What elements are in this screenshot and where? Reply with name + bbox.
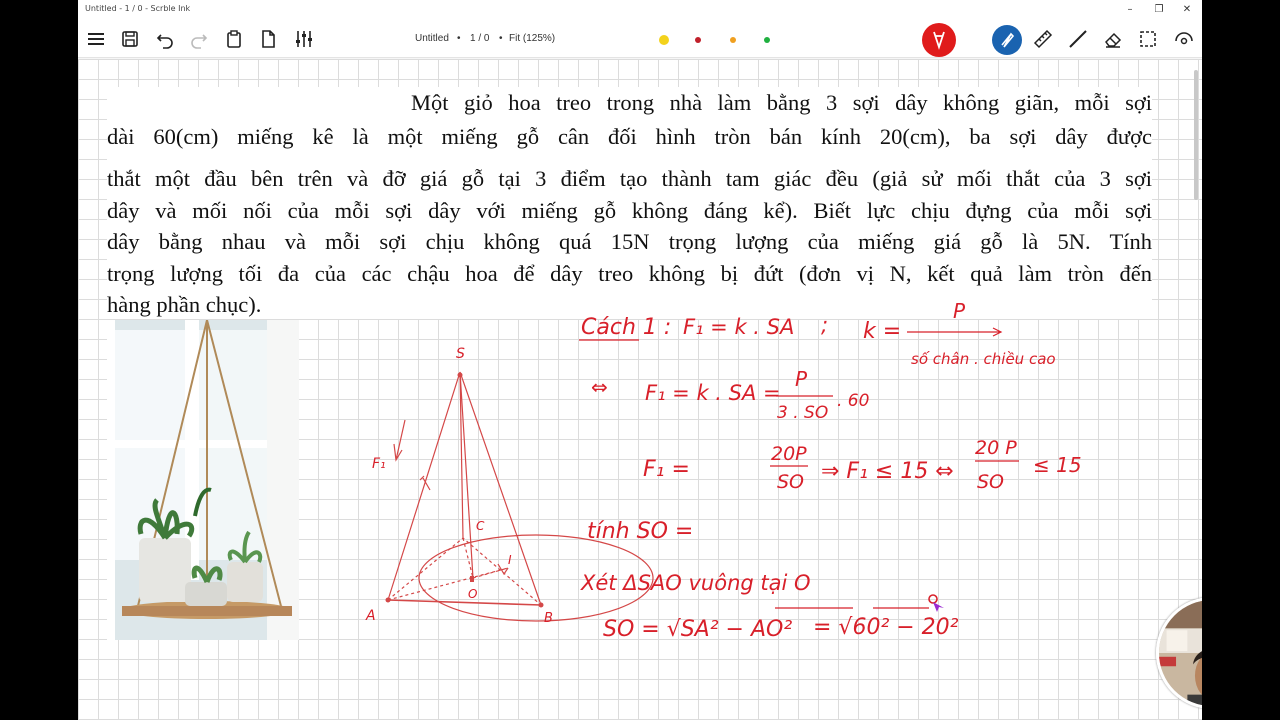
settings-sliders-icon[interactable] [291, 26, 317, 52]
restore-button[interactable]: ❐ [1154, 4, 1164, 15]
solution-right-triangle: Xét ΔSAO vuông tại O [581, 571, 811, 595]
redo-icon[interactable] [186, 26, 212, 52]
handwritten-solution [573, 290, 1133, 650]
toolbar [78, 20, 1202, 58]
separator: • [499, 33, 503, 44]
solution-le-15: ≤ 15 [1033, 453, 1082, 477]
label-I: I [508, 553, 512, 567]
problem-line: dây và mối nối của mỗi sợi dây với miếng gỗ không đáng kể). Biết lực chịu đựng của mỗi sợi [107, 198, 1152, 223]
solution-f1-eq: F₁ = [643, 457, 690, 482]
solution-k-denominator: số chân . chiều cao [911, 350, 1056, 368]
separator: • [457, 33, 461, 44]
problem-line: thắt một đầu bên trên và đỡ giá gỗ tại 3 điểm tạo thành tam giác đều (giả sử mối thắt của 3 sợi [107, 166, 1152, 191]
solution-force-sub: F₁ = k . SA = [645, 381, 781, 405]
solution-k-def: k = [863, 319, 902, 344]
solution-times-60: . 60 [837, 391, 870, 411]
solution-find-so: tính SO = [587, 519, 694, 544]
problem-line: dài 60(cm) miếng kê là một miếng gỗ cân đối hình tròn bán kính 20(cm), ba sợi dây được [107, 124, 1152, 149]
title-bar [78, 0, 1202, 20]
menu-icon[interactable] [83, 26, 109, 52]
pen-color-yellow[interactable] [659, 35, 669, 45]
solution-20p: 20P [771, 443, 807, 465]
solution-p-numerator: P [795, 367, 808, 391]
solution-20p-2: 20 P [975, 437, 1017, 459]
solution-so-pythagoras: SO = √SA² − AO² [603, 617, 793, 642]
solution-semicolon: ; [821, 313, 829, 337]
problem-line: Một giỏ hoa treo trong nhà làm bằng 3 sợi dây không giãn, mỗi sợi [411, 90, 1152, 115]
solution-force-formula: F₁ = k . SA [683, 315, 795, 339]
page-counter[interactable]: 1 / 0 [470, 33, 490, 44]
label-F1: F₁ [372, 456, 386, 472]
pen-color-orange[interactable] [730, 37, 736, 43]
label-C: C [476, 519, 485, 533]
line-tool-icon[interactable] [1065, 26, 1091, 52]
eraser-icon[interactable] [1100, 26, 1126, 52]
label-O: O [468, 587, 478, 601]
solution-p-denominator: 3 . SO [777, 403, 829, 423]
label-A: A [366, 608, 376, 624]
ruler-icon[interactable] [1030, 26, 1056, 52]
presentation-mode-icon[interactable] [1171, 26, 1197, 52]
lasso-select-icon[interactable] [1135, 26, 1161, 52]
solution-so-numeric: = √60² − 20² [813, 615, 959, 640]
close-button[interactable]: ✕ [1182, 4, 1192, 15]
solution-so-2: SO [977, 471, 1005, 493]
undo-icon[interactable] [152, 26, 178, 52]
save-icon[interactable] [117, 26, 143, 52]
pen-color-green[interactable] [764, 37, 770, 43]
label-B: B [544, 611, 553, 626]
solution-so: SO [777, 471, 805, 493]
highlighter-tool-icon[interactable] [992, 25, 1022, 55]
pen-color-red[interactable] [695, 37, 701, 43]
hanging-planter-photo [107, 320, 299, 640]
scrble-ink-window [78, 0, 1202, 720]
solution-method-label: Cách 1 : [581, 315, 672, 340]
paste-icon[interactable] [221, 26, 247, 52]
pen-tool-icon[interactable] [922, 23, 956, 57]
zoom-level[interactable]: Fit (125%) [509, 33, 556, 44]
minimize-button[interactable]: – [1127, 4, 1133, 15]
problem-line: trọng lượng tối đa của các chậu hoa để dây treo không bị đứt (đơn vị N, kết quả làm tròn đến [107, 261, 1152, 286]
solution-inequality: ⇒ F₁ ≤ 15 ⇔ [821, 459, 954, 484]
problem-line: dây bằng nhau và mỗi sợi chịu không quá 15N trọng lượng của miếng giá gỗ là 5N. Tính [107, 229, 1152, 254]
vertical-scrollbar[interactable] [1194, 70, 1198, 200]
window-title: Untitled - 1 / 0 - Scrble Ink [85, 4, 191, 13]
problem-line: hàng phần chục). [107, 292, 262, 317]
document-name: Untitled [415, 33, 449, 44]
new-page-icon[interactable] [255, 26, 281, 52]
solution-k-numerator: P [953, 299, 966, 323]
solution-equiv: ⇔ [591, 375, 608, 399]
label-S: S [456, 346, 465, 362]
